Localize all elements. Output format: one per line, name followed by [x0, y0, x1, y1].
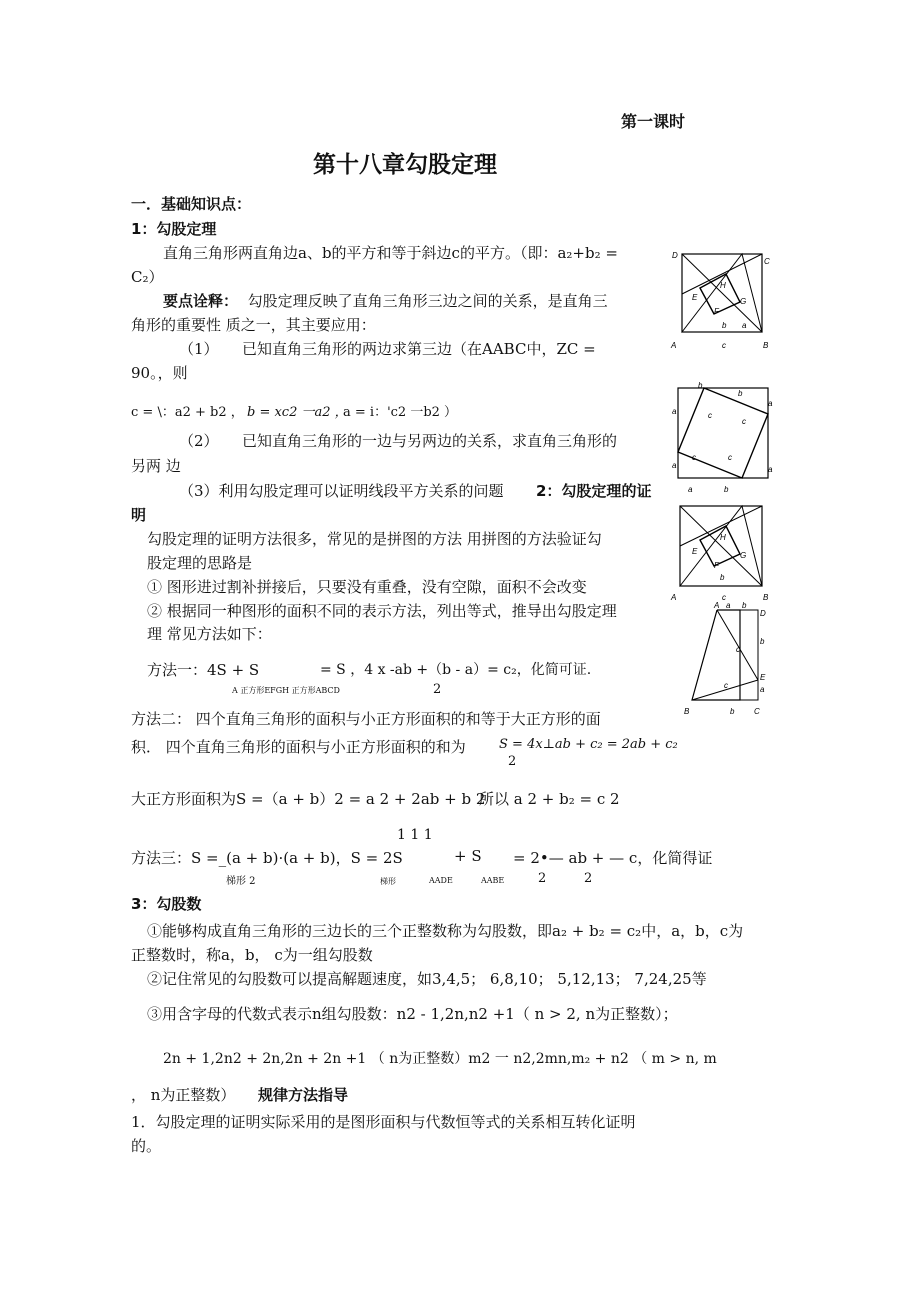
vertex-label: G [740, 297, 747, 306]
note-line [163, 290, 608, 311]
method-three: + S [454, 847, 482, 865]
side-label: b [722, 321, 727, 330]
vertex-label: C [754, 707, 760, 716]
idea-item: ② 根据同一种图形的面积不同的表示方法，列出等式，推导出勾股定理 [147, 602, 617, 620]
subheading-theorem: 1：勾股定理 [131, 220, 217, 238]
note-label: 要点诠释： [163, 292, 239, 310]
formula-a: a = i：'c2 一b2 ） [343, 405, 458, 420]
application-number: （1） [179, 340, 219, 358]
side-label: c [722, 341, 726, 350]
vertex-label: H [720, 533, 726, 542]
fraction-numerators: 1 1 1 [397, 827, 433, 843]
vertex-label: B [763, 593, 769, 602]
vertex-label: B [763, 341, 769, 350]
method-three: = 2•— ab + — c，化简得证 [513, 849, 713, 867]
subheading-proof: 2：勾股定理的证 [536, 482, 652, 500]
definition-line: 直角三角形两直角边a、b的平方和等于斜边c的平方。（即：a₂+b₂ = [163, 244, 618, 262]
side-label: a [726, 601, 731, 610]
fraction-denominator: 2 [433, 682, 442, 697]
method-two-conclusion: 所以 a 2 + b₂ = c 2 [479, 790, 620, 808]
vertex-label: A [671, 341, 677, 350]
proof-figure-2 [668, 380, 776, 498]
fraction-denominator: 2 [538, 871, 547, 886]
method-one-equation: = S ，4 x -ab +（b - a）= c₂，化简可证. [320, 662, 592, 678]
triples-formula: ③用含字母的代数式表示n组勾股数：n2 - 1,2n,n2 +1（ n > 2, n为正整数）； [147, 1005, 678, 1023]
formula-c: c = \：a2 + b2 ， [131, 405, 244, 420]
vertex-label: A [671, 593, 677, 602]
side-label: c [742, 417, 746, 426]
side-label: a [672, 407, 677, 416]
application-text: 另两 边 [131, 457, 181, 475]
application-text: 90。，则 [131, 364, 188, 382]
method-three: 方法三：S =_(a + b)·(a + b)，S = 2S [131, 849, 403, 867]
proof-figure-4 [680, 596, 776, 720]
method-two-area: 大正方形面积为S =（a + b）2 = a 2 + 2ab + b 2 [131, 790, 486, 808]
method-two-formula: S = 4x⊥ab + c₂ = 2ab + c₂ [499, 737, 678, 752]
side-label: c [722, 593, 726, 602]
triples-definition: ①能够构成直角三角形的三边长的三个正整数称为勾股数，即a₂ + b₂ = c₂中，a，b，c为 [147, 922, 744, 940]
side-label: a [742, 321, 747, 330]
side-label: c [736, 645, 740, 654]
side-label: b [724, 485, 729, 494]
side-label: c [692, 453, 696, 462]
side-label: b [742, 601, 747, 610]
side-label: b [738, 389, 743, 398]
definition-line: C₂） [131, 268, 164, 286]
formula-b: b = xc2 一a2 ， [247, 405, 348, 420]
subscript-note: 梯形 [380, 877, 396, 886]
method-two: 方法二： 四个直角三角形的面积与小正方形面积的和等于大正方形的面 [131, 710, 601, 728]
vertex-label: E [692, 547, 698, 556]
fraction-denominator: 2 [508, 754, 517, 769]
side-label: a [672, 461, 677, 470]
side-label: b [698, 381, 703, 390]
vertex-label: D [672, 251, 678, 260]
side-label: a [768, 399, 773, 408]
triples-formula: ， n为正整数） [131, 1086, 236, 1104]
vertex-label: A [714, 601, 720, 610]
idea-item: 理 常见方法如下： [147, 625, 272, 643]
subheading-proof: 明 [131, 506, 147, 524]
side-label: b [720, 573, 725, 582]
page-title: 第十八章勾股定理 [313, 152, 497, 178]
vertex-label: C [764, 257, 770, 266]
vertex-label: G [740, 551, 747, 560]
subscript-note: AADE [429, 876, 453, 885]
subscript-note: 梯形 2 [226, 876, 256, 887]
subscript-note: AABE [481, 876, 505, 885]
triples-formula: 2n + 1,2n2 + 2n,2n + 2n +1 （ n为正整数）m2 一 n2,2mn,m₂ + n2 （ m > n, m [163, 1051, 717, 1067]
idea-item: ① 图形进过割补拼接后，只要没有重叠，没有空隙，面积不会改变 [147, 578, 587, 596]
side-label: a [768, 465, 773, 474]
side-label: b [760, 637, 765, 646]
lesson-label: 第一课时 [621, 112, 686, 131]
side-label: c [724, 681, 728, 690]
note-line: 角形的重要性 质之一，其主要应用： [131, 316, 376, 334]
application-text: （3）利用勾股定理可以证明线段平方关系的问题 [179, 482, 504, 500]
side-label: c [728, 453, 732, 462]
side-label: a [688, 485, 693, 494]
proof-text: 勾股定理的证明方法很多，常见的是拼图的方法 用拼图的方法验证勾 [147, 530, 602, 548]
side-label: a [760, 685, 765, 694]
method-guidance: 1．勾股定理的证明实际采用的是图形面积与代数恒等式的关系相互转化证明 [131, 1113, 636, 1131]
proof-figure-3 [668, 500, 772, 604]
fraction-denominator: 2 [584, 871, 593, 886]
triples-examples: ②记住常见的勾股数可以提高解题速度，如3,4,5； 6,8,10； 5,12,13； 7,24,25等 [147, 970, 707, 988]
method-guidance: 的。 [131, 1137, 162, 1155]
vertex-label: E [760, 673, 766, 682]
side-label: c [708, 411, 712, 420]
subheading-triples: 3：勾股数 [131, 895, 202, 913]
application-number: （2） [179, 432, 219, 450]
note-text: 勾股定理反映了直角三角形三边之间的关系，是直角三 [247, 292, 608, 310]
vertex-label: H [720, 281, 726, 290]
vertex-label: B [684, 707, 690, 716]
application-text: 已知直角三角形的一边与另两边的关系，求直角三角形的 [242, 432, 618, 450]
proof-figure-1 [668, 248, 772, 356]
side-label: b [730, 707, 735, 716]
vertex-label: E [692, 293, 698, 302]
subheading-method: 规律方法指导 [258, 1086, 349, 1104]
vertex-label: D [760, 609, 766, 618]
vertex-label: F [714, 561, 719, 570]
subscript-note: A 正方形EFGH 正方形ABCD [232, 686, 340, 695]
triples-definition: 正整数时，称a，b， c为一组勾股数 [131, 946, 373, 964]
method-two: 积． 四个直角三角形的面积与小正方形面积的和为 [131, 738, 466, 756]
application-text: 已知直角三角形的两边求第三边（在AABC中，ZC = [242, 340, 596, 358]
section-heading: 一．基础知识点： [131, 195, 252, 213]
method-one: 方法一：4S + S [147, 661, 260, 679]
proof-text: 股定理的思路是 [147, 554, 253, 572]
vertex-label: F [714, 307, 719, 316]
